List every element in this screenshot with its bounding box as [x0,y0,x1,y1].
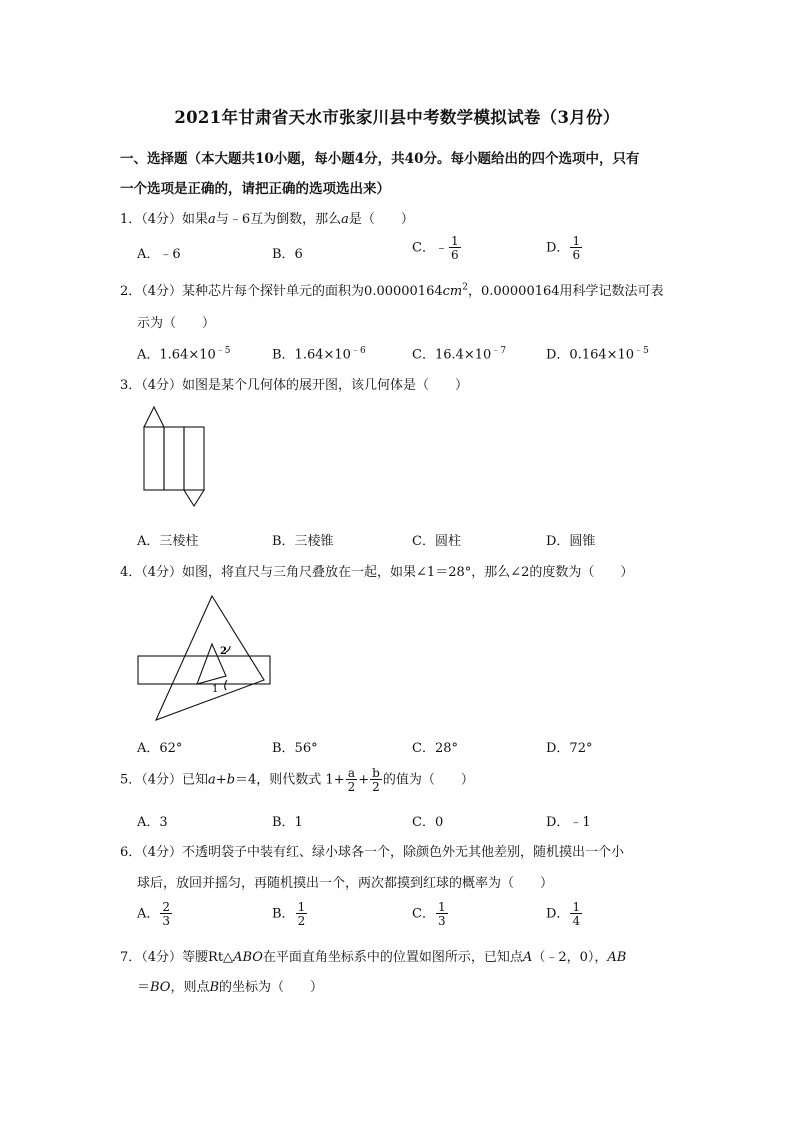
q1-option-c-label: C．﹣ [412,240,448,256]
q2-option-b[interactable] [272,343,366,362]
q6-a-den: 3 [162,914,171,928]
q5-suffix: 的值为（ ） [382,772,474,788]
q1-option-d[interactable] [546,235,583,261]
q3-option-a[interactable]: A．三棱柱 [137,534,199,549]
q1-option-c[interactable] [412,235,462,261]
q6-d-den: 4 [572,914,581,928]
q6-a-label: A． [137,906,160,922]
q6-d-num: 1 [572,900,581,914]
q7-text-c: （﹣2，0）， [532,950,608,965]
q6-b-den: 2 [297,914,306,928]
q2-d-base: D．0.164×10 [546,347,635,363]
q6-a-num: 2 [162,900,171,914]
q2-a-exp: ﹣5 [215,346,231,356]
q1-prefix: 1．（4分）如果 [120,212,209,227]
q5-f1-den: 2 [347,780,356,794]
q4-angle-label-1: 1 [212,684,219,695]
q5-fraction-b [370,767,382,793]
q2-text-a: 2．（4分）某种芯片每个探针单元的面积为0.00000164 [120,284,443,299]
q4-angle-1-arc [225,680,227,690]
question-7-line2 [137,976,323,995]
q1-option-d-fraction [570,235,582,261]
q7-text-b: 在平面直角坐标系中的位置如图所示，已知点 [262,950,523,965]
section-heading-line2: 一个选项是正确的，请把正确的选项选出来） [120,181,390,197]
q5-option-d[interactable]: D．﹣1 [546,815,591,830]
question-7-line1 [120,946,626,965]
q2-option-a[interactable] [137,343,231,362]
q4-triangle-outer [156,596,264,720]
q5-option-a[interactable]: A．3 [137,815,168,830]
question-4: 4．（4分）如图，将直尺与三角尺叠放在一起，如果∠1＝28°，那么∠2的度数为（ ） [120,565,634,580]
q2-d-exp: ﹣5 [634,346,649,356]
q3-net-rect-2 [164,427,184,490]
q5-plus: + [358,772,370,788]
q2-c-exp: ﹣7 [491,346,507,356]
q5-prefix: 5．（4分）已知 [120,772,209,788]
question-6-line2: 球后，放回并摇匀，再随机摸出一个，两次都摸到红球的概率为（ ） [137,876,554,891]
q5-f1-num: a [347,766,355,780]
q3-net-top-triangle [144,407,164,427]
q4-ruler [138,656,270,684]
q1-suffix: 是（ ） [348,212,414,227]
q5-option-b[interactable]: B．1 [272,815,303,830]
q1-var-a2: a [341,212,349,227]
q7-text-a: 7．（4分）等腰Rt△ [120,950,234,965]
q7-segment-bo: BO [150,980,171,995]
q7-text-d: ＝ [137,980,151,995]
q4-angle-label-2: 2 [220,646,227,657]
q1-c-den: 6 [450,248,459,262]
q5-option-c[interactable]: C．0 [412,815,444,830]
q6-c-label: C． [412,906,435,922]
q7-point-b: B [209,980,220,995]
q4-option-d[interactable]: D．72° [546,741,593,756]
q1-option-a[interactable]: A．﹣6 [137,247,181,262]
q6-b-fraction [296,901,308,927]
q6-option-b[interactable] [272,901,308,927]
q6-option-a[interactable] [137,901,173,927]
q7-text-e: ，则点 [170,980,210,995]
q6-a-fraction [160,901,172,927]
question-2-line2: 示为（ ） [137,316,216,331]
q7-point-a: A [522,950,533,965]
q1-option-d-label: D． [546,240,570,256]
q2-unit-exp: 2 [462,282,468,293]
q5-fraction-a [346,767,358,793]
q1-mid: 与﹣6互为倒数，那么 [215,212,342,227]
page-title: 2021年甘肃省天水市张家川县中考数学模拟试卷（3月份） [174,108,620,127]
q4-option-a[interactable]: A．62° [137,741,183,756]
q1-option-b[interactable]: B．6 [272,247,303,262]
q3-option-d[interactable]: D．圆锥 [546,534,596,549]
q6-c-num: 1 [437,900,446,914]
q2-option-d[interactable] [546,343,649,362]
q4-option-b[interactable]: B．56° [272,741,318,756]
q2-b-exp: ﹣6 [350,346,366,356]
q6-d-label: D． [546,906,570,922]
q6-option-d[interactable] [546,901,583,927]
q2-unit: cm [442,284,463,299]
q6-b-label: B． [272,906,295,922]
q7-segment-ab: AB [607,950,627,965]
q5-f2-num: b [372,766,380,780]
question-5 [120,767,474,793]
q6-option-c[interactable] [412,901,449,927]
q3-net-bottom-triangle [184,490,204,506]
q2-text-b: ，0.00000164用科学记数法可表 [467,284,664,299]
q6-c-fraction [436,901,448,927]
q3-option-c[interactable]: C．圆柱 [412,534,461,549]
q4-option-c[interactable]: C．28° [412,741,458,756]
q4-ruler-triangle-figure [130,590,280,725]
question-3: 3．（4分）如图是某个几何体的展开图，该几何体是（ ） [120,378,469,393]
q1-var-a: a [208,212,216,227]
q2-c-base: C．16.4×10 [412,347,492,363]
q3-net-figure [130,405,220,510]
q2-a-base: A．1.64×10 [137,347,216,363]
q5-f2-den: 2 [372,780,380,794]
q2-option-c[interactable] [412,343,506,362]
q6-c-den: 3 [437,914,446,928]
q1-c-num: 1 [450,234,459,248]
q3-net-rect-3 [184,427,204,490]
section-heading-line1: 一、选择题（本大题共10小题，每小题4分，共40分。每小题给出的四个选项中，只有 [120,151,640,167]
q7-text-f: 的坐标为（ ） [219,980,324,995]
q1-d-den: 6 [572,248,581,262]
q7-triangle: ABO [233,950,263,965]
q5-mid: ＝4，则代数式 1+ [235,772,345,788]
question-1 [120,208,414,227]
question-2-line1 [120,280,664,299]
q1-option-c-fraction [449,235,461,261]
q5-expr: a+b [208,772,236,788]
q6-b-num: 1 [297,900,306,914]
q6-d-fraction [570,901,582,927]
q3-net-rect-1 [144,427,164,490]
q3-option-b[interactable]: B．三棱锥 [272,534,334,549]
q1-d-num: 1 [572,234,581,248]
question-6-line1: 6．（4分）不透明袋子中装有红、绿小球各一个，除颜色外无其他差别，随机摸出一个小 [120,845,625,860]
q2-b-base: B．1.64×10 [272,347,351,363]
